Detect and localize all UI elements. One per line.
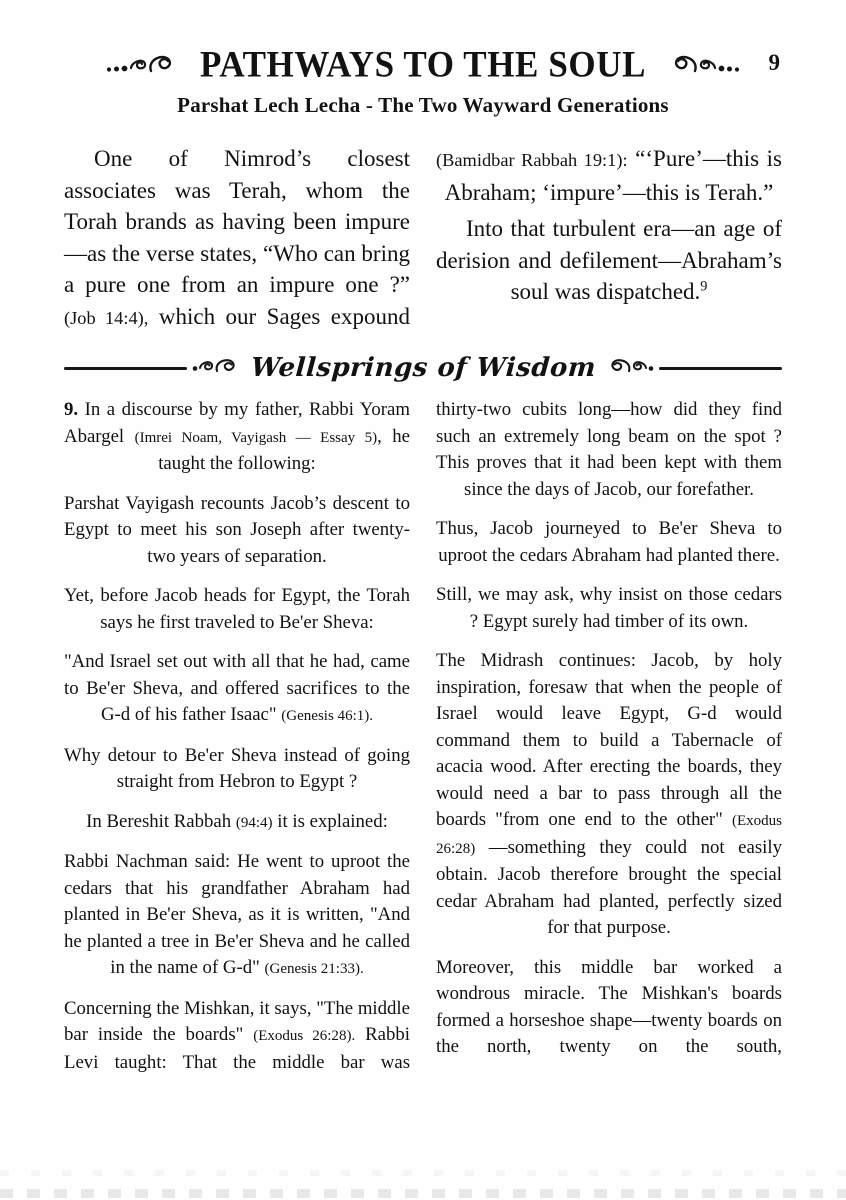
section-divider [0,347,846,389]
text-segment: In a discourse by my father, Rabbi Yoram Abargel [64,399,410,447]
footnote-column-left [64,397,410,1089]
text-segment: One of Nimrod’s closest associates was Terah, whom the Torah brands as having been impure—as the verse states, “Who can bring a pure one from an impure one ?” [64,146,410,297]
footnotes-section [0,397,846,1089]
footnote-column-right [436,397,782,1089]
text-segment: (Imrei Noam, Vayigash — Essay 5) [134,429,378,446]
paragraph [64,849,410,983]
paragraph [64,809,410,837]
floral-swirl-icon [603,357,655,379]
floral-swirl-icon [104,51,188,79]
paragraph [64,397,410,478]
text-segment: Into that turbulent era—an age of derision and defilement—Abraham’s soul was dispatched. [436,216,782,304]
floral-swirl-icon [191,357,243,379]
paragraph [436,648,782,942]
text-segment: Rabbi Levi taught: That the middle bar was [64,1024,411,1073]
text-segment: “‘Pure’—this is Abraham; ‘impure’—this is Terah.” [444,146,782,205]
footnote-section-title: Wellsprings of Wisdom [249,353,597,383]
text-segment: 9 [700,278,708,295]
paragraph [64,143,410,334]
text-segment: Parshat Vayigash recounts Jacob’s descent to Egypt to meet his son Joseph after twenty-two years of separation. [64,492,410,567]
page-title: PATHWAYS TO THE SOUL [199,44,647,85]
text-segment: (Genesis 46:1). [281,708,374,724]
text-segment: (94:4) [235,814,273,831]
paragraph [436,143,782,208]
floral-swirl-icon [658,51,742,79]
paragraph [64,743,410,796]
page-header [0,0,846,118]
chapter-subtitle: Parshat Lech Lecha - The Two Wayward Generations [177,93,669,117]
text-segment: Still, we may ask, why insist on those cedars ? Egypt surely had timber of its own. [436,584,782,632]
paragraph [436,955,782,1061]
paragraph [436,582,782,635]
text-segment: thirty-two cubits long—how did they find such an extremely long beam on the spot ? This proves that it had been kept with them since the days of Jacob, our forefather. [436,399,782,500]
text-segment: Concerning the Mishkan, it says, "The middle bar inside the boards" [64,997,410,1045]
text-segment: (Exodus 26:28) [436,813,782,857]
scan-noise-artifact [0,1189,846,1198]
text-segment: (Bamidbar Rabbah 19:1): [436,150,628,170]
paragraph [64,583,410,636]
paragraph [436,397,782,503]
paragraph [64,996,410,1077]
text-segment: In Bereshit Rabbah [86,810,236,832]
divider-rule-right [659,367,782,370]
text-segment: which our Sages expound [148,303,410,329]
text-segment: Yet, before Jacob heads for Egypt, the Torah says he first traveled to Be'er Sheva: [64,585,410,633]
text-segment: 9. [64,399,79,420]
text-segment: it is explained: [272,810,388,832]
text-segment: Why detour to Be'er Sheva instead of going straight from Hebron to Egypt ? [64,744,410,792]
paragraph [64,649,410,730]
text-segment: Moreover, this middle bar worked a wondrous miracle. The Mishkan's boards formed a horseshoe shape—twenty boards on the north, twenty on the south, [436,956,782,1057]
text-segment: (Exodus 26:28). [253,1028,356,1044]
text-segment: (Genesis 21:33). [264,961,364,977]
paragraph [436,516,782,569]
text-segment: "And Israel set out with all that he had, came to Be'er Sheva, and offered sacrifices to the G-d of his father Isaac" [64,651,410,725]
divider-rule-left [64,367,187,370]
paragraph [64,491,410,571]
text-segment: (Job 14:4), [64,307,149,328]
main-column-right [436,143,782,334]
text-segment: —something they could not easily obtain. Jacob therefore brought the special cedar Abraham had planted, perfectly sized for that purpose. [436,836,782,938]
text-segment: Rabbi Nachman said: He went to uproot the cedars that his grandfather Abraham had planted in Be'er Sheva, as it is written, "And he planted a tree in Be'er Sheva and he called in the name of G-d" [64,851,410,978]
scan-noise-artifact [0,1170,846,1176]
title-row [0,42,846,88]
paragraph [436,213,782,308]
text-segment: The Midrash continues: Jacob, by holy inspiration, foresaw that when the people of Israel would leave Egypt, G-d would command them to build a Tabernacle of acacia wood. After erecting the boards, they would need a bar to pass through all the boards "from one end to the other" [436,650,782,830]
main-column-left [64,143,410,334]
text-segment: Thus, Jacob journeyed to Be'er Sheva to uproot the cedars Abraham had planted there. [436,518,782,566]
main-text [0,143,846,334]
text-segment: , he taught the following: [158,425,410,474]
page-number: 9 [768,50,780,75]
